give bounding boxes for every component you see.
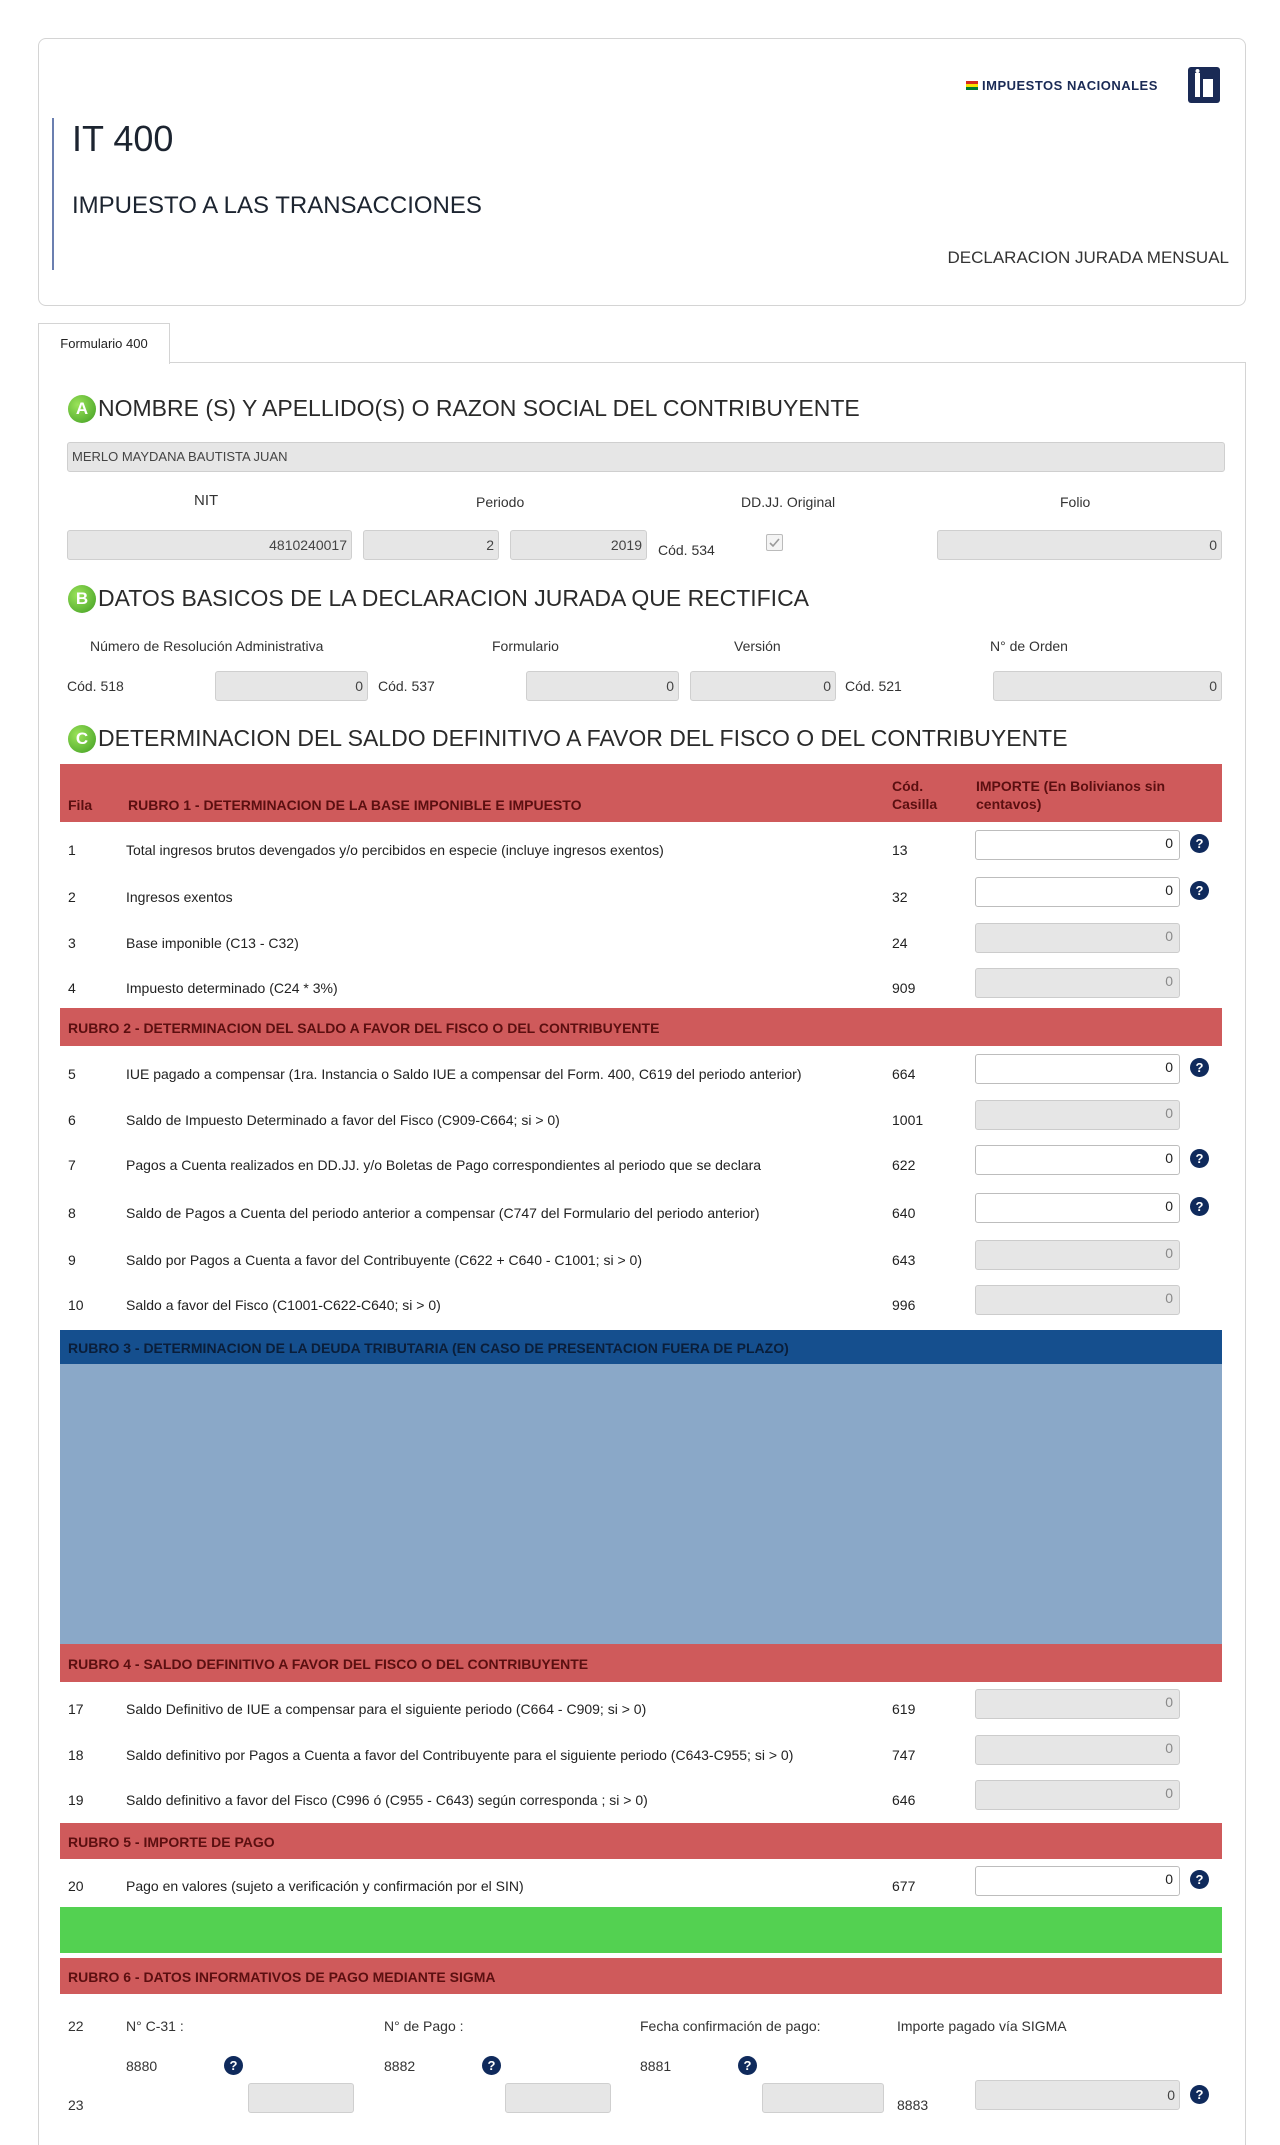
cod-534-label: Cód. 534: [658, 542, 715, 558]
table-row: [60, 1864, 1222, 1910]
col-cod-1: Cód.: [892, 778, 924, 794]
rubro-3-header: [60, 1330, 1222, 1364]
taxpayer-name-field[interactable]: MERLO MAYDANA BAUTISTA JUAN: [67, 442, 1225, 472]
logo-text: IMPUESTOS NACIONALES: [982, 78, 1158, 93]
rubro-4-header: [60, 1644, 1222, 1682]
row-description: Saldo de Pagos a Cuenta del periodo anterior a compensar (C747 del Formulario del periodo anterior): [126, 1205, 760, 1221]
row-22-number: 22: [68, 2018, 84, 2034]
row-number: 3: [68, 935, 76, 951]
row-amount-input[interactable]: 0: [975, 1285, 1180, 1315]
row-number: 8: [68, 1205, 76, 1221]
help-icon[interactable]: ?: [1190, 1870, 1209, 1889]
original-checkbox[interactable]: [766, 534, 783, 551]
orden-field[interactable]: 0: [993, 671, 1222, 701]
row-amount-input[interactable]: 0: [975, 1054, 1180, 1084]
form-code: IT 400: [72, 118, 174, 159]
section-b-badge: B: [68, 585, 96, 613]
help-icon[interactable]: ?: [1190, 1149, 1209, 1168]
row-number: 4: [68, 980, 76, 996]
table-row: [60, 1143, 1222, 1189]
nit-field[interactable]: 4810240017: [67, 530, 352, 560]
row-code: 622: [892, 1157, 916, 1173]
table-row: [60, 1283, 1222, 1329]
row-amount-input[interactable]: 0: [975, 1735, 1180, 1765]
section-c-title: [68, 725, 1068, 753]
row-21-highlight: [60, 1907, 1222, 1953]
cod-518-label: Cód. 518: [67, 678, 124, 694]
table-row: [60, 828, 1222, 874]
row-number: 20: [68, 1878, 84, 1894]
period-month-field[interactable]: 2: [363, 530, 499, 560]
row-amount-input[interactable]: 0: [975, 1689, 1180, 1719]
header-accent-line: [52, 118, 54, 270]
row-description: Pago en valores (sujeto a verificación y confirmación por el SIN): [126, 1878, 524, 1894]
help-icon[interactable]: ?: [1190, 834, 1209, 853]
row-amount-input[interactable]: 0: [975, 1193, 1180, 1223]
row-number: 19: [68, 1792, 84, 1808]
form-name: IMPUESTO A LAS TRANSACCIONES: [72, 192, 482, 219]
folio-label: Folio: [1060, 494, 1091, 510]
section-a-badge: A: [68, 395, 96, 423]
table-row: [60, 875, 1222, 921]
table-row: [60, 1733, 1222, 1779]
sigma-label: Importe pagado vía SIGMA: [897, 2018, 1067, 2034]
checkmark-icon: [767, 535, 782, 550]
rubro-2-header: [60, 1008, 1222, 1046]
row-amount-input[interactable]: 0: [975, 830, 1180, 860]
row-number: 18: [68, 1747, 84, 1763]
section-a-title: [68, 395, 860, 423]
row-number: 9: [68, 1252, 76, 1268]
fecha-help-icon[interactable]: ?: [738, 2056, 757, 2075]
impuestos-logo-icon: [1188, 67, 1220, 103]
row-number: 2: [68, 889, 76, 905]
bolivia-flag-icon: [966, 81, 978, 90]
pago-help-icon[interactable]: ?: [482, 2056, 501, 2075]
col-fila: Fila: [68, 797, 93, 813]
fecha-code: 8881: [640, 2058, 672, 2074]
formulario-field[interactable]: 0: [526, 671, 679, 701]
periodo-label: Periodo: [476, 494, 525, 510]
row-code: 640: [892, 1205, 916, 1221]
rubro-5-header: [60, 1823, 1222, 1859]
row-description: Saldo Definitivo de IUE a compensar para el siguiente periodo (C664 - C909; si > 0): [126, 1701, 647, 1717]
rubro-2-title: RUBRO 2 - DETERMINACION DEL SALDO A FAVOR DEL FISCO O DEL CONTRIBUYENTE: [68, 1020, 660, 1036]
rubro-3-title: RUBRO 3 - DETERMINACION DE LA DEUDA TRIBUTARIA (EN CASO DE PRESENTACION FUERA DE PLAZO): [68, 1340, 789, 1356]
formulario-label: Formulario: [492, 638, 559, 654]
rubro-1-header: [60, 764, 1222, 822]
row-23-number: 23: [68, 2097, 84, 2113]
folio-field[interactable]: 0: [937, 530, 1222, 560]
row-number: 1: [68, 842, 76, 858]
row-code: 677: [892, 1878, 916, 1894]
cod-537-label: Cód. 537: [378, 678, 435, 694]
row-description: Base imponible (C13 - C32): [126, 935, 299, 951]
rubro-4-title: RUBRO 4 - SALDO DEFINITIVO A FAVOR DEL FISCO O DEL CONTRIBUYENTE: [68, 1656, 589, 1672]
resolution-label: Número de Resolución Administrativa: [90, 638, 324, 654]
section-b-title: [68, 585, 809, 613]
table-row: [60, 1778, 1222, 1824]
col-importe-1: IMPORTE (En Bolivianos sin: [976, 778, 1166, 794]
table-row: [60, 966, 1222, 1012]
row-amount-input[interactable]: 0: [975, 923, 1180, 953]
rubro-3-body: [60, 1364, 1222, 1644]
section-a-label: NOMBRE (S) Y APELLIDO(S) O RAZON SOCIAL DEL CONTRIBUYENTE: [98, 395, 860, 421]
col-importe-2: centavos): [976, 796, 1042, 812]
row-description: Saldo definitivo por Pagos a Cuenta a favor del Contribuyente para el siguiente periodo (C643-C955; si > 0): [126, 1747, 794, 1763]
table-row: [60, 1191, 1222, 1237]
rubro-5-title: RUBRO 5 - IMPORTE DE PAGO: [68, 1834, 275, 1850]
row-description: Pagos a Cuenta realizados en DD.JJ. y/o Boletas de Pago correspondientes al periodo que se declara: [126, 1157, 762, 1173]
table-row: [60, 1687, 1222, 1733]
version-label: Versión: [734, 638, 781, 654]
row-description: Ingresos exentos: [126, 889, 233, 905]
c31-label: N° C-31 :: [126, 2018, 184, 2034]
row-amount-input[interactable]: 0: [975, 1866, 1180, 1896]
row-amount-input[interactable]: 0: [975, 1780, 1180, 1810]
sigma-code: 8883: [897, 2097, 929, 2113]
help-icon[interactable]: ?: [1190, 1058, 1209, 1077]
orden-label: N° de Orden: [990, 638, 1068, 654]
sigma-field[interactable]: 0: [975, 2080, 1180, 2110]
original-label: DD.JJ. Original: [741, 494, 836, 510]
row-code: 747: [892, 1747, 916, 1763]
pago-field[interactable]: [505, 2083, 611, 2113]
row-code: 619: [892, 1701, 916, 1717]
row-code: 13: [892, 842, 908, 858]
row-amount-input[interactable]: 0: [975, 1240, 1180, 1270]
row-amount-input[interactable]: 0: [975, 1100, 1180, 1130]
cod-521-label: Cód. 521: [845, 678, 902, 694]
section-c-label: DETERMINACION DEL SALDO DEFINITIVO A FAVOR DEL FISCO O DEL CONTRIBUYENTE: [98, 725, 1068, 751]
c31-code: 8880: [126, 2058, 158, 2074]
c31-field[interactable]: [248, 2083, 354, 2113]
row-description: Saldo de Impuesto Determinado a favor del Fisco (C909-C664; si > 0): [126, 1112, 560, 1128]
fecha-label: Fecha confirmación de pago:: [640, 2018, 821, 2034]
row-code: 32: [892, 889, 908, 905]
row-description: Impuesto determinado (C24 * 3%): [126, 980, 338, 996]
nit-label: NIT: [194, 492, 219, 509]
table-row: [60, 921, 1222, 967]
row-description: Saldo definitivo a favor del Fisco (C996 ó (C955 - C643) según corresponda ; si > 0): [126, 1792, 648, 1808]
table-row: [60, 1098, 1222, 1144]
row-code: 909: [892, 980, 916, 996]
row-number: 17: [68, 1701, 84, 1717]
form-type: DECLARACION JURADA MENSUAL: [947, 248, 1229, 267]
row-description: Saldo a favor del Fisco (C1001-C622-C640; si > 0): [126, 1297, 441, 1313]
row-number: 7: [68, 1157, 76, 1173]
row-number: 10: [68, 1297, 84, 1313]
row-number: 6: [68, 1112, 76, 1128]
row-code: 643: [892, 1252, 916, 1268]
pago-code: 8882: [384, 2058, 416, 2074]
help-icon[interactable]: ?: [1190, 1197, 1209, 1216]
period-year-field[interactable]: 2019: [510, 530, 647, 560]
row-code: 664: [892, 1066, 916, 1082]
rubro-6-header: [60, 1958, 1222, 1994]
row-number: 5: [68, 1066, 76, 1082]
c31-help-icon[interactable]: ?: [224, 2056, 243, 2075]
row-description: Total ingresos brutos devengados y/o percibidos en especie (incluye ingresos exentos): [126, 842, 664, 858]
rubro-1-title: RUBRO 1 - DETERMINACION DE LA BASE IMPONIBLE E IMPUESTO: [128, 797, 582, 813]
pago-label: N° de Pago :: [384, 2018, 464, 2034]
resolution-field[interactable]: 0: [215, 671, 368, 701]
table-row: [60, 1238, 1222, 1284]
row-amount-input[interactable]: 0: [975, 968, 1180, 998]
help-icon[interactable]: ?: [1190, 881, 1209, 900]
rubro-6-title: RUBRO 6 - DATOS INFORMATIVOS DE PAGO MEDIANTE SIGMA: [68, 1969, 496, 1985]
section-c-badge: C: [68, 725, 96, 753]
col-cod-2: Casilla: [892, 796, 938, 812]
table-row: [60, 1052, 1222, 1098]
row-description: Saldo por Pagos a Cuenta a favor del Contribuyente (C622 + C640 - C1001; si > 0): [126, 1252, 642, 1268]
row-amount-input[interactable]: 0: [975, 877, 1180, 907]
version-field[interactable]: 0: [690, 671, 836, 701]
fecha-field[interactable]: [762, 2083, 884, 2113]
row-code: 996: [892, 1297, 916, 1313]
sigma-help-icon[interactable]: ?: [1190, 2085, 1209, 2104]
section-b-label: DATOS BASICOS DE LA DECLARACION JURADA QUE RECTIFICA: [98, 585, 810, 611]
row-code: 1001: [892, 1112, 924, 1128]
row-description: IUE pagado a compensar (1ra. Instancia o Saldo IUE a compensar del Form. 400, C619 del periodo anterior): [126, 1066, 802, 1082]
row-code: 646: [892, 1792, 916, 1808]
row-code: 24: [892, 935, 908, 951]
row-amount-input[interactable]: 0: [975, 1145, 1180, 1175]
tab-formulario-400[interactable]: Formulario 400: [38, 323, 170, 364]
